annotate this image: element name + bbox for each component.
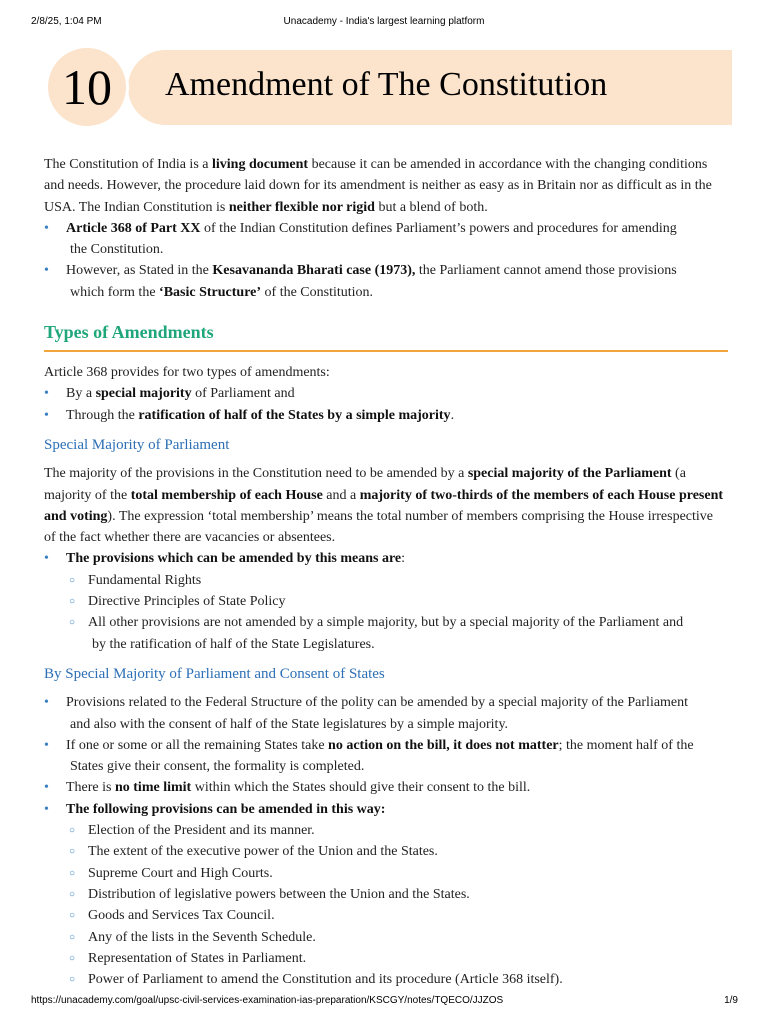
circle-bullet-icon: ○ — [69, 846, 76, 858]
chapter-number: 10 — [45, 45, 129, 129]
sub-list-item: ○ Goods and Services Tax Council. — [44, 905, 728, 926]
sub-list-item: ○ All other provisions are not amended by a simple majority, but by a special majority of the Parliament and by the ratification of half of the State Legislatures. — [44, 612, 728, 655]
section-heading-types: Types of Amendments — [44, 320, 728, 352]
sub-list-item: ○ Any of the lists in the Seventh Schedule. — [44, 927, 728, 948]
subheading-consent-of-states: By Special Majority of Parliament and Consent of States — [44, 665, 385, 682]
print-page-number: 1/9 — [724, 995, 738, 1006]
sub-list-item: ○ Supreme Court and High Courts. — [44, 863, 728, 884]
list-item: • The provisions which can be amended by this means are: — [44, 548, 728, 569]
print-datetime: 2/8/25, 1:04 PM — [31, 16, 102, 27]
bullet-icon: • — [44, 737, 49, 753]
bullet-icon: • — [44, 407, 49, 423]
list-item: • If one or some or all the remaining States take no action on the bill, it does not matter; the moment half of the States give their consent, the formality is completed. — [44, 735, 728, 778]
chapter-title: Amendment of The Constitution — [165, 66, 608, 103]
bullet-icon: • — [44, 801, 49, 817]
print-page-title: Unacademy - India's largest learning platform — [283, 16, 485, 27]
list-item: • Through the ratification of half of the States by a simple majority. — [44, 405, 728, 426]
sub-list-item: ○ Directive Principles of State Policy — [44, 591, 728, 612]
circle-bullet-icon: ○ — [69, 910, 76, 922]
circle-bullet-icon: ○ — [69, 596, 76, 608]
types-lead: Article 368 provides for two types of amendments: — [44, 365, 330, 381]
circle-bullet-icon: ○ — [69, 974, 76, 986]
sub-list-item: ○ Distribution of legislative powers between the Union and the States. — [44, 884, 728, 905]
list-item: • Article 368 of Part XX of the Indian Constitution defines Parliament’s powers and procedures for amending the Constitution. — [44, 218, 728, 261]
sub-list-item: ○ The extent of the executive power of the Union and the States. — [44, 841, 728, 862]
sub-list-item: ○ Representation of States in Parliament. — [44, 948, 728, 969]
special-paragraph: The majority of the provisions in the Constitution need to be amended by a special majority of the Parliament (a majority of the total membership of each House and a majority of two-thirds of the members of each House present and voting). The expression ‘total membership’ means the total number of members comprising the House irrespective of the fact whether there are vacancies or absentees. — [44, 466, 724, 546]
sub-list-item: ○ Fundamental Rights — [44, 570, 728, 591]
list-item: • By a special majority of Parliament and — [44, 383, 728, 404]
bullet-icon: • — [44, 695, 49, 711]
document-body — [44, 154, 728, 990]
print-url[interactable]: https://unacademy.com/goal/upsc-civil-services-examination-ias-preparation/KSCGY/notes/TQECO/JJZOS — [31, 995, 504, 1006]
circle-bullet-icon: ○ — [69, 888, 76, 900]
bullet-icon: • — [44, 780, 49, 796]
circle-bullet-icon: ○ — [69, 574, 76, 586]
list-item: • The following provisions can be amended in this way: — [44, 799, 728, 820]
list-item: • Provisions related to the Federal Structure of the polity can be amended by a special majority of the Parliament and also with the consent of half of the State legislatures by a simple majority. — [44, 692, 728, 735]
circle-bullet-icon: ○ — [69, 825, 76, 837]
bullet-icon: • — [44, 263, 49, 279]
sub-list-item: ○ Election of the President and its manner. — [44, 820, 728, 841]
circle-bullet-icon: ○ — [69, 617, 76, 629]
intro-paragraph: The Constitution of India is a living document because it can be amended in accordance with the changing conditions and needs. However, the procedure laid down for its amendment is neither as easy as in Britain nor as difficult as in the USA. The Indian Constitution is neither flexible nor rigid but a blend of both. — [44, 157, 712, 215]
sub-list-item: ○ Power of Parliament to amend the Constitution and its procedure (Article 368 itself). — [44, 969, 728, 990]
subheading-special-majority: Special Majority of Parliament — [44, 436, 230, 453]
bullet-icon: • — [44, 551, 49, 567]
bullet-icon: • — [44, 220, 49, 236]
list-item: • There is no time limit within which the States should give their consent to the bill. — [44, 777, 728, 798]
list-item: • However, as Stated in the Kesavananda Bharati case (1973), the Parliament cannot amend those provisions which form the ‘Basic Structure’ of the Constitution. — [44, 260, 728, 303]
circle-bullet-icon: ○ — [69, 931, 76, 943]
circle-bullet-icon: ○ — [69, 867, 76, 879]
circle-bullet-icon: ○ — [69, 952, 76, 964]
bullet-icon: • — [44, 386, 49, 402]
